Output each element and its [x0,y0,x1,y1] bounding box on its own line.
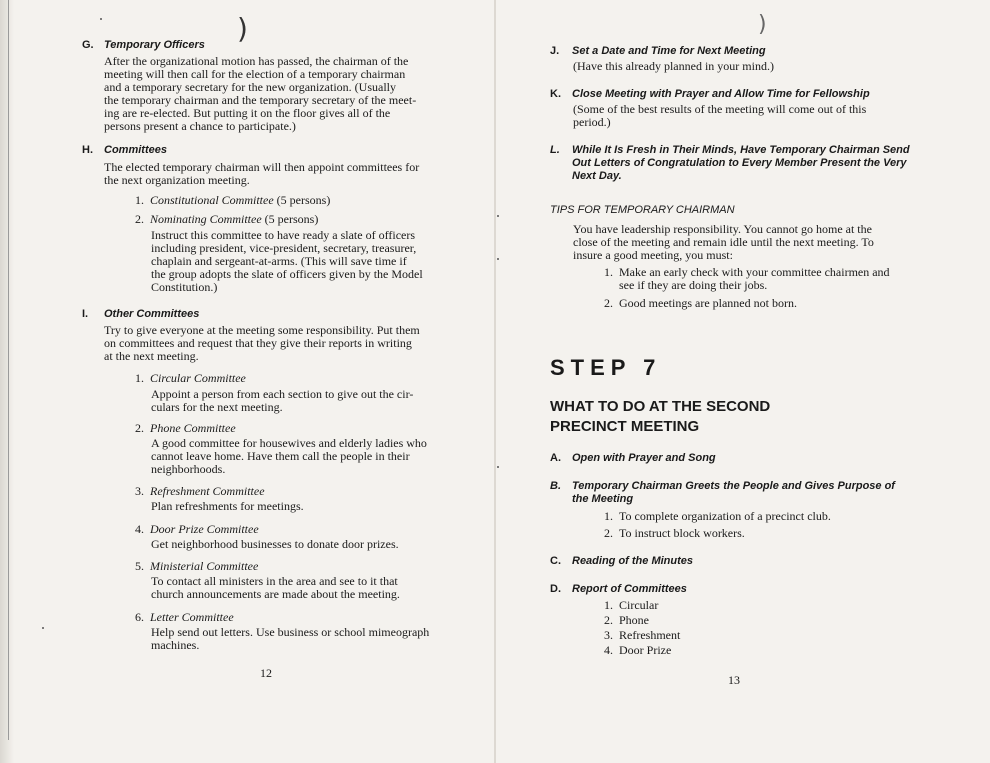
report-item [595,614,649,627]
item-number: 1. [135,371,144,385]
section-title: Close Meeting with Prayer and Allow Time for Fellowship [572,88,870,100]
text-line: chaplain and sergeant-at-arms. (This will save time if [151,254,407,268]
section-k-heading [550,88,870,101]
text-line: The elected temporary chairman will then appoint committees for [104,160,420,174]
committee-item [126,194,330,207]
text-line: (Some of the best results of the meeting will come out of this [573,102,867,116]
title-line: WHAT TO DO AT THE SECOND [550,398,771,415]
section-title: Open with Prayer and Song [572,452,716,464]
text-line: ing are re-elected. But putting it on the floor gives all of the [104,106,391,120]
item-number: 3. [135,484,144,498]
section-d-heading [550,583,687,596]
item-number: 5. [135,559,144,573]
text-line: insure a good meeting, you must: [573,248,733,262]
item-number: 1. [604,598,613,612]
text-line: close of the meeting and remain idle until the next meeting. To [573,235,874,249]
section-title: Committees [104,144,167,156]
item-number: 2. [135,212,144,226]
report-item [595,599,658,612]
text-line: neighborhoods. [151,462,226,476]
section-i-heading [82,308,199,321]
item-text: Door Prize [619,643,672,657]
purpose-item [595,527,745,540]
committee-name: Door Prize Committee [150,522,259,536]
right-page [495,0,990,763]
committee-name: Constitutional Committee [150,193,274,207]
tip-text: Good meetings are planned not born. [619,296,797,310]
item-number: 4. [604,643,613,657]
section-h-heading [82,144,167,157]
text-line: culars for the next meeting. [151,400,283,414]
report-item [595,644,671,657]
section-letter: L. [550,144,560,156]
committee-description [151,437,456,476]
committee-description [151,388,456,414]
section-letter: J. [550,45,560,57]
committee-description [151,500,456,513]
item-number: 2. [135,421,144,435]
text-line: machines. [151,638,200,652]
tips-body [573,223,924,262]
text-line: on committees and request that they give their reports in writing [104,336,412,350]
section-b-heading [550,480,930,506]
text-line: Appoint a person from each section to give out the cir- [151,387,414,401]
page-number: 12 [260,666,272,680]
text-line: Try to give everyone at the meeting some responsibility. Put them [104,323,420,337]
section-title: Report of Committees [572,583,687,595]
section-g-heading [82,39,205,52]
section-title: Other Committees [104,308,200,320]
section-title: Temporary Officers [104,39,205,51]
item-number: 2. [604,296,613,310]
text-line: You have leadership responsibility. You cannot go home at the [573,222,872,236]
text-line: Plan refreshments for meetings. [151,499,304,513]
title-line: the Meeting [572,493,634,505]
text-line: persons present a chance to participate.) [104,119,296,133]
committee-name: Letter Committee [150,610,234,624]
section-letter: H. [82,144,93,156]
section-h-body [104,161,456,187]
item-number: 1. [135,193,144,207]
committee-name: Refreshment Committee [150,484,265,498]
committee-item [126,422,236,435]
text-line: Get neighborhood businesses to donate door prizes. [151,537,399,551]
committee-name: Ministerial Committee [150,559,259,573]
title-line: Out Letters of Congratulation to Every Member Present the Very [572,157,907,169]
item-text: Phone [619,613,649,627]
committee-item [126,611,234,624]
section-letter: I. [82,308,89,320]
section-title: Reading of the Minutes [572,555,693,567]
text-line: see if they are doing their jobs. [619,278,768,292]
tip-text [619,266,925,292]
text-line: cannot leave home. Have them call the people in their [151,449,410,463]
item-text: Circular [619,598,659,612]
tip-item [595,266,619,279]
committee-item [126,523,259,536]
page-number: 13 [728,673,740,687]
committee-item [126,372,246,385]
text-line: A good committee for housewives and elderly ladies who [151,436,427,450]
item-number: 1. [604,509,613,523]
title-line: PRECINCT MEETING [550,418,700,435]
item-text: To instruct block workers. [619,526,745,540]
section-k-body [573,103,924,129]
text-line: the temporary chairman and the temporary secretary of the meet- [104,93,417,107]
text-line: After the organizational motion has passed, the chairman of the [104,54,409,68]
item-text: To complete organization of a precinct club. [619,509,831,523]
committee-name: Phone Committee [150,421,236,435]
committee-description [151,575,456,601]
section-c-heading [550,555,693,568]
tip-item [595,297,797,310]
text-line: the next organization meeting. [104,173,250,187]
section-letter: G. [82,39,94,51]
committee-name: Nominating Committee [150,212,262,226]
committee-description [151,626,456,652]
text-line: Make an early check with your committee chairmen and [619,265,890,279]
section-letter: C. [550,555,561,567]
section-letter: K. [550,88,561,100]
committee-size: (5 persons) [261,212,319,226]
section-j-body: (Have this already planned in your mind.) [573,59,774,73]
text-line: Instruct this committee to have ready a slate of officers [151,228,416,242]
committee-item [126,485,265,498]
step-heading: STEP 7 [550,355,662,380]
item-number: 4. [135,522,144,536]
committee-description [151,538,456,551]
purpose-item [595,510,831,523]
text-line: and a temporary secretary for the new organization. (Usually [104,80,396,94]
step-title [550,397,770,437]
text-line: church announcements are made about the meeting. [151,587,400,601]
committee-name: Circular Committee [150,371,246,385]
report-item [595,629,680,642]
text-line: meeting will then call for the election of a temporary chairman [104,67,406,81]
section-g-body [104,55,456,133]
title-line: Temporary Chairman Greets the People and Gives Purpose of [572,480,895,492]
section-letter: A. [550,452,561,464]
section-a-heading [550,452,716,465]
item-number: 6. [135,610,144,624]
section-letter: B. [550,480,561,492]
committee-description [151,229,456,294]
text-line: To contact all ministers in the area and see to it that [151,574,398,588]
committee-size: (5 persons) [273,193,331,207]
item-number: 1. [604,265,613,279]
text-line: including president, vice-president, secretary, treasurer, [151,241,417,255]
section-j-heading [550,45,766,58]
item-number: 3. [604,628,613,642]
text-line: Help send out letters. Use business or school mimeograph [151,625,430,639]
section-letter: D. [550,583,561,595]
committee-item [126,213,318,226]
text-line: period.) [573,115,611,129]
section-l-heading [550,144,930,183]
item-number: 2. [604,526,613,540]
text-line: Constitution.) [151,280,218,294]
title-line: While It Is Fresh in Their Minds, Have Temporary Chairman Send [572,144,910,156]
section-title: Set a Date and Time for Next Meeting [572,45,766,57]
tips-heading: TIPS FOR TEMPORARY CHAIRMAN [550,204,735,216]
text-line: at the next meeting. [104,349,199,363]
committee-item [126,560,258,573]
item-text: Refreshment [619,628,681,642]
bracket-mark: ) [237,12,248,45]
text-line: the group adopts the slate of officers given by the Model [151,267,423,281]
section-i-body [104,324,456,363]
item-number: 2. [604,613,613,627]
title-line: Next Day. [572,170,622,182]
bracket-mark: ) [758,12,767,37]
